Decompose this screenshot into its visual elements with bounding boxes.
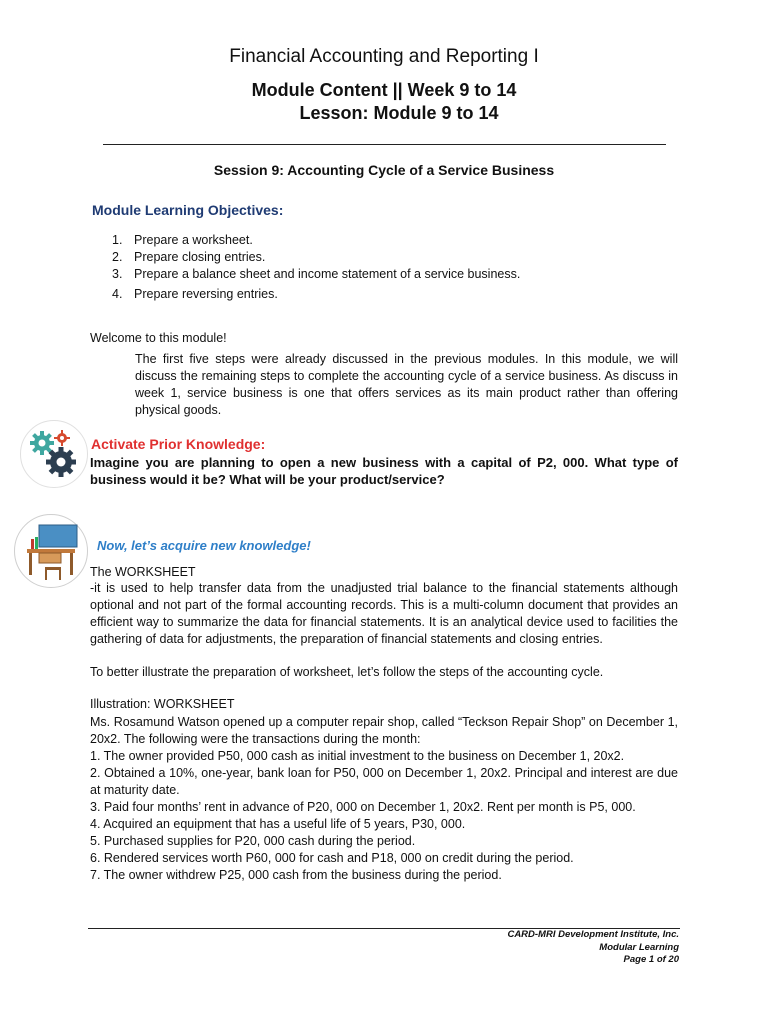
transaction-item: 4. Acquired an equipment that has a useful life of 5 years, P30, 000. — [90, 817, 466, 831]
objective-number: 1. — [112, 233, 123, 247]
header-divider — [103, 144, 666, 145]
objective-item — [112, 250, 265, 264]
objective-item — [112, 267, 520, 281]
transaction-item: 6. Rendered services worth P60, 000 for cash and P18, 000 on credit during the period. — [90, 851, 574, 865]
objective-number: 4. — [112, 287, 123, 301]
lesson-title: Lesson: Module 9 to 14 — [299, 103, 499, 123]
module-content-title: Module Content || Week 9 to 14 — [251, 80, 517, 100]
gears-icon — [20, 420, 88, 488]
objective-number: 2. — [112, 250, 123, 264]
objective-text: Prepare closing entries. — [134, 250, 266, 264]
activate-prior-knowledge-question: Imagine you are planning to open a new business with a capital of P2, 000. What type of business would it be? What will be your product/service? — [90, 455, 678, 487]
illustration-title: Illustration: WORKSHEET — [90, 697, 235, 711]
welcome-text: Welcome to this module! — [90, 331, 227, 345]
objective-text: Prepare reversing entries. — [134, 287, 278, 301]
worksheet-title: The WORKSHEET — [90, 565, 196, 579]
course-title: Financial Accounting and Reporting I — [229, 46, 539, 67]
illustration-intro: Ms. Rosamund Watson opened up a computer repair shop, called “Teckson Repair Shop” on December 1, 20x2. The following were the transactions during the month: — [90, 715, 678, 746]
objective-item — [112, 233, 253, 247]
illustration-body — [90, 714, 678, 884]
transaction-item: 1. The owner provided P50, 000 cash as initial investment to the business on December 1, 20x2. — [90, 749, 625, 763]
objective-text: Prepare a worksheet. — [134, 233, 253, 247]
intro-paragraph: The first five steps were already discussed in the previous modules. In this module, we will discuss the remaining steps to complete the accounting cycle of a service business. As discuss in week 1, service business is one that offers services as its main product rather than offering physical goods. — [135, 352, 678, 417]
objective-number: 3. — [112, 267, 123, 281]
transaction-item: 7. The owner withdrew P25, 000 cash from the business during the period. — [90, 868, 502, 882]
acquire-knowledge-heading: Now, let’s acquire new knowledge! — [97, 538, 311, 553]
transaction-item: 5. Purchased supplies for P20, 000 cash during the period. — [90, 834, 416, 848]
better-illustrate-text: To better illustrate the preparation of worksheet, let’s follow the steps of the accounting cycle. — [90, 665, 604, 679]
objective-text: Prepare a balance sheet and income statement of a service business. — [134, 267, 521, 281]
transaction-item: 3. Paid four months’ rent in advance of P20, 000 on December 1, 20x2. Rent per month is P5, 000. — [90, 800, 636, 814]
session-title: Session 9: Accounting Cycle of a Service Business — [213, 162, 555, 178]
objectives-heading: Module Learning Objectives: — [92, 202, 284, 218]
activate-prior-knowledge-heading: Activate Prior Knowledge: — [91, 436, 266, 452]
worksheet-description: -it is used to help transfer data from the unadjusted trial balance to the financial statements although optional and not part of the formal accounting records. This is a multi-column document that provides an efficient way to summarize the data for financial statements. It is an analytical device used to facilities the gathering of data for adjustments, the preparation of financial statements and closing entries. — [90, 581, 678, 646]
classroom-desk-icon — [14, 514, 88, 588]
footer-organization: CARD-MRI Development Institute, Inc. — [507, 929, 679, 940]
footer-modular-learning: Modular Learning — [599, 942, 679, 953]
footer-page-number: Page 1 of 20 — [623, 954, 679, 965]
objective-item — [112, 287, 278, 301]
transaction-item: 2. Obtained a 10%, one-year, bank loan for P50, 000 on December 1, 20x2. Principal and interest are due at maturity date. — [90, 766, 678, 797]
